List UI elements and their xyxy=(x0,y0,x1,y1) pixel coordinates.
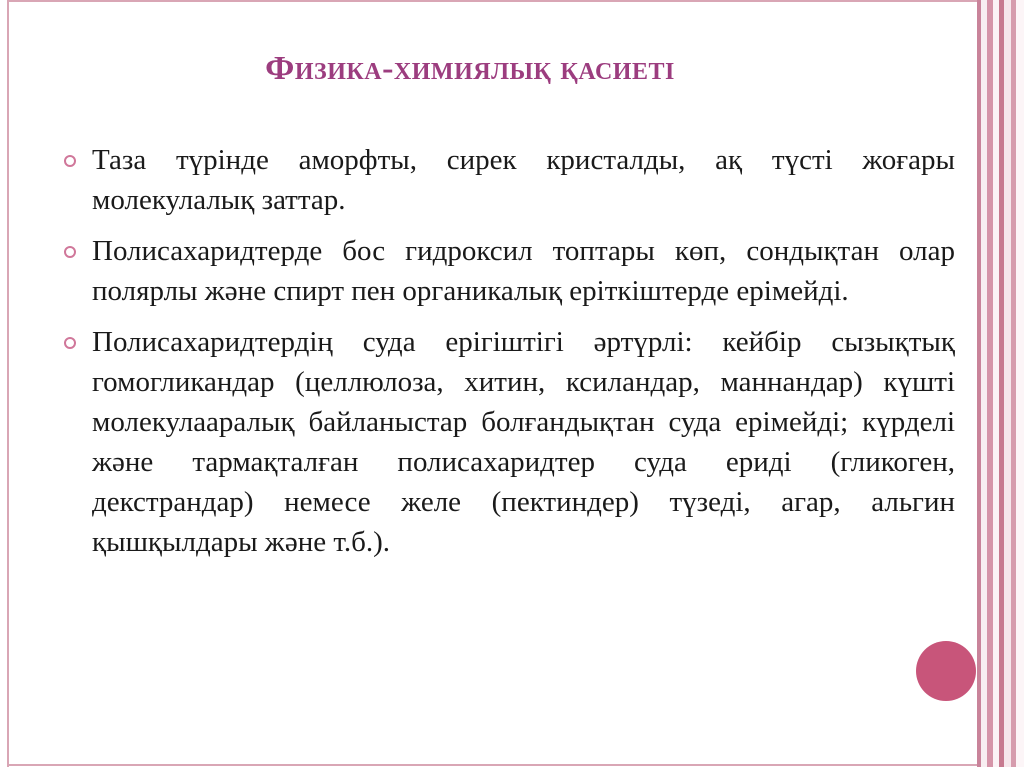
bullet-text-1: Таза түрінде аморфты, сирек кристалды, ақ түсті жоғары молекулалық заттар. xyxy=(92,144,955,216)
bullet-list xyxy=(62,140,955,573)
bullet-text-3: Полисахаридтердің суда ерігіштігі әртүрлі: кейбір сызықтық гомогликандар (целлюлоза, хитин, ксиландар, маннандар) күшті молекулааралық байланыстар болғандықтан суда ерімейді; күрделі және тармақталған полисахаридтер суда ериді (гликоген, декстрандар) немесе желе (пектиндер) түзеді, агар, альгин қышқылдары және т.б.). xyxy=(92,326,955,558)
decorative-circle xyxy=(916,641,976,701)
bullet-item-3 xyxy=(62,322,955,562)
ring-bullet-icon xyxy=(64,155,76,167)
frame-bottom-border xyxy=(7,764,977,766)
bullet-item-2 xyxy=(62,231,955,311)
bullet-item-1 xyxy=(62,140,955,220)
slide-title: Физика-химиялық қасиеті xyxy=(265,50,675,87)
frame-left-border xyxy=(7,0,9,767)
frame-top-border xyxy=(7,0,977,2)
ring-bullet-icon xyxy=(64,337,76,349)
decorative-right-stripes xyxy=(977,0,1024,767)
bullet-text-2: Полисахаридтерде бос гидроксил топтары көп, сондықтан олар полярлы және спирт пен органикалық еріткіштерде ерімейді. xyxy=(92,235,955,307)
ring-bullet-icon xyxy=(64,246,76,258)
